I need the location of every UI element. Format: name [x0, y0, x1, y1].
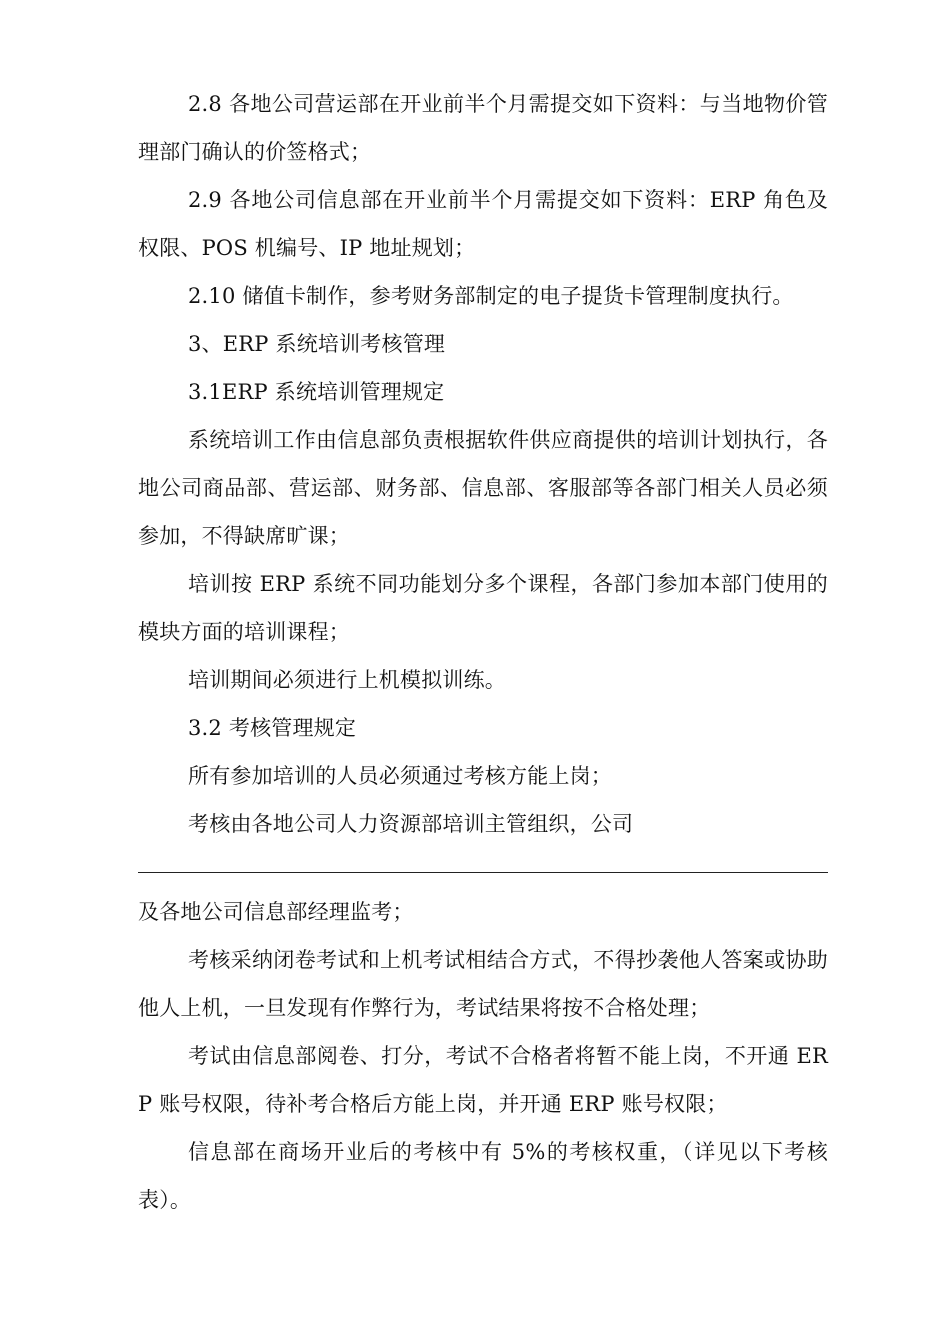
paragraph-exam-weight: 信息部在商场开业后的考核中有 5%的考核权重，（详见以下考核表）。: [138, 1140, 828, 1212]
paragraph-2-8: 2.8 各地公司营运部在开业前半个月需提交如下资料：与当地物价管理部门确认的价签格式；: [138, 92, 828, 164]
paragraph-2-9: 2.9 各地公司信息部在开业前半个月需提交如下资料：ERP 角色及权限、POS 机编号、IP 地址规划；: [138, 188, 828, 260]
body-section-top: [138, 80, 828, 848]
heading-3: 3、ERP 系统培训考核管理: [188, 332, 446, 356]
paragraph-exam-organizer: 考核由各地公司人力资源部培训主管组织，公司: [188, 812, 634, 836]
heading-3-1: 3.1ERP 系统培训管理规定: [188, 380, 445, 404]
paragraph-pass-exam: 所有参加培训的人员必须通过考核方能上岗；: [188, 764, 612, 788]
paragraph-training-responsibility: 系统培训工作由信息部负责根据软件供应商提供的培训计划执行，各地公司商品部、营运部、财务部、信息部、客服部等各部门相关人员必须参加，不得缺席旷课；: [138, 428, 828, 548]
paragraph-proctor: 及各地公司信息部经理监考；: [138, 900, 414, 924]
body-section-bottom: [138, 888, 828, 1224]
paragraph-exam-method: 考核采纳闭卷考试和上机考试相结合方式，不得抄袭他人答案或协助他人上机，一旦发现有作弊行为，考试结果将按不合格处理；: [138, 948, 828, 1020]
page-break-rule: [138, 872, 828, 873]
paragraph-2-10: 2.10 储值卡制作，参考财务部制定的电子提货卡管理制度执行。: [188, 284, 794, 308]
paragraph-exam-grading: 考试由信息部阅卷、打分，考试不合格者将暂不能上岗，不开通 ERP 账号权限，待补考合格后方能上岗，并开通 ERP 账号权限；: [138, 1044, 828, 1116]
paragraph-simulation: 培训期间必须进行上机模拟训练。: [188, 668, 506, 692]
heading-3-2: 3.2 考核管理规定: [188, 716, 357, 740]
paragraph-training-courses: 培训按 ERP 系统不同功能划分多个课程，各部门参加本部门使用的模块方面的培训课程；: [138, 572, 828, 644]
